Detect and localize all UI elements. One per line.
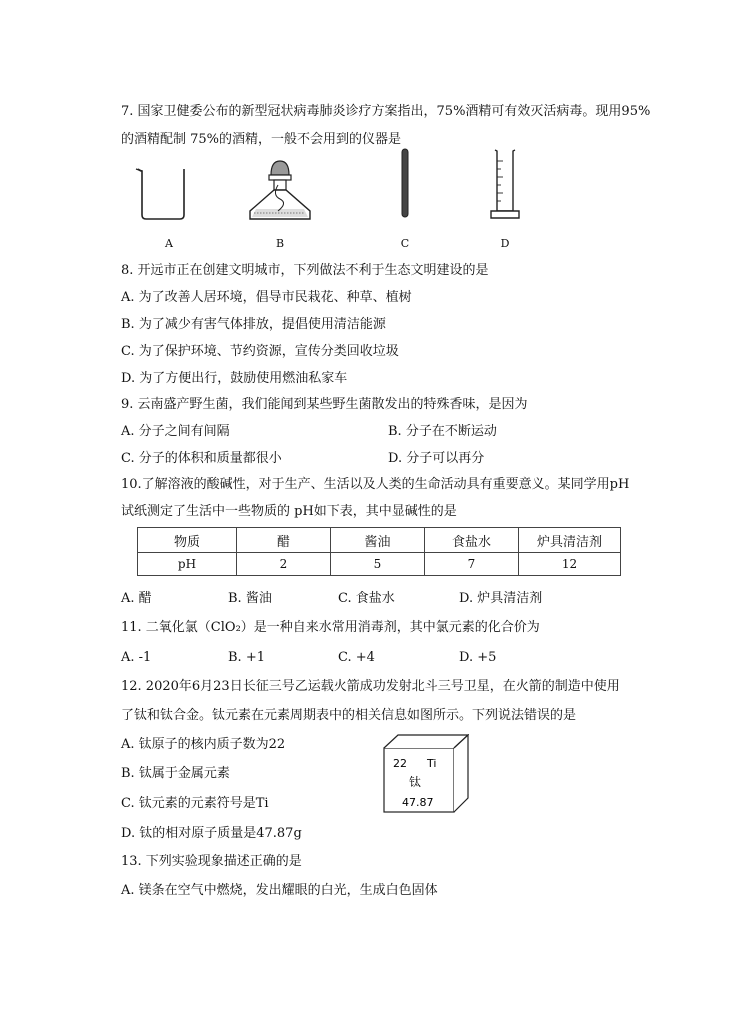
q13-option-a: A. 镁条在空气中燃烧，发出耀眼的白光，生成白色固体 [121,883,438,898]
table-cell: 7 [425,553,519,576]
q12-stem-line2: 了钛和钛合金。钛元素在元素周期表中的相关信息如图所示。下列说法错误的是 [121,708,577,723]
q7-stem-line1: 7. 国家卫健委公布的新型冠状病毒肺炎诊疗方案指出，75%酒精可有效灭活病毒。现用95% [121,104,651,119]
alcohol-lamp-icon [244,155,316,225]
q10-option-b: B. 酱油 [228,591,272,606]
q10-option-a: A. 醋 [121,591,152,606]
element-name: 钛 [409,775,422,789]
q12-stem-line1: 12. 2020年6月23日长征三号乙运载火箭成功发射北斗三号卫星，在火箭的制造中使用 [121,679,620,694]
q10-stem-line2: 试纸测定了生活中一些物质的 pH如下表，其中显碱性的是 [121,504,457,519]
q7-label-d: D [500,237,510,250]
q11-option-a: A. -1 [121,650,152,665]
q9-stem: 9. 云南盛产野生菌，我们能闻到某些野生菌散发出的特殊香味，是因为 [121,397,528,412]
q10-stem-line1: 10.了解溶液的酸碱性，对于生产、生活以及人类的生命活动具有重要意义。某同学用pH [121,477,630,492]
q7-label-c: C [400,237,410,250]
q8-option-c: C. 为了保护环境、节约资源，宣传分类回收垃圾 [121,344,399,359]
q7-label-b: B [275,237,285,250]
glass-rod-icon [399,148,411,218]
q11-option-b: B. +1 [228,650,265,665]
table-cell: 12 [519,553,621,576]
q9-option-c: C. 分子的体积和质量都很小 [121,451,282,466]
q8-option-a: A. 为了改善人居环境，倡导市民栽花、种草、植树 [121,290,412,305]
element-number: 22 [393,757,407,770]
ph-table-value-row [138,553,621,576]
q9-option-d: D. 分子可以再分 [388,451,485,466]
q7-label-a: A [165,237,173,250]
table-cell: 2 [237,553,331,576]
q10-option-d: D. 炉具清洁剂 [459,591,543,606]
table-header-cell: 炉具清洁剂 [519,528,621,553]
table-cell: 5 [331,553,425,576]
q8-option-d: D. 为了方便出行，鼓励使用燃油私家车 [121,371,348,386]
q11-option-c: C. +4 [338,650,375,665]
table-header-cell: 酱油 [331,528,425,553]
q12-option-a: A. 钛原子的核内质子数为22 [121,737,286,752]
q12-option-d: D. 钛的相对原子质量是47.87g [121,826,302,841]
q9-option-a: A. 分子之间有间隔 [121,424,230,439]
q7-stem-line2: 的酒精配制 75%的酒精，一般不会用到的仪器是 [121,132,402,147]
table-cell: pH [138,553,237,576]
q11-option-d: D. +5 [459,650,497,665]
ph-table [137,527,621,576]
q12-option-b: B. 钛属于金属元素 [121,766,230,781]
q13-stem: 13. 下列实验现象描述正确的是 [121,854,302,869]
q9-option-b: B. 分子在不断运动 [388,424,497,439]
element-mass: 47.87 [402,796,434,809]
q8-option-b: B. 为了减少有害气体排放，提倡使用清洁能源 [121,317,386,332]
titanium-element-cell [383,734,469,814]
table-header-cell: 食盐水 [425,528,519,553]
q8-stem: 8. 开远市正在创建文明城市，下列做法不利于生态文明建设的是 [121,263,489,278]
beaker-icon [134,163,194,223]
graduated-cylinder-icon [485,147,525,221]
q10-option-c: C. 食盐水 [338,591,395,606]
ph-table-header-row [138,528,621,553]
element-symbol: Ti [427,757,437,770]
table-header-cell: 醋 [237,528,331,553]
q12-option-c: C. 钛元素的元素符号是Ti [121,796,269,811]
table-header-cell: 物质 [138,528,237,553]
q11-stem: 11. 二氧化氯（ClO₂）是一种自来水常用消毒剂，其中氯元素的化合价为 [121,620,540,635]
